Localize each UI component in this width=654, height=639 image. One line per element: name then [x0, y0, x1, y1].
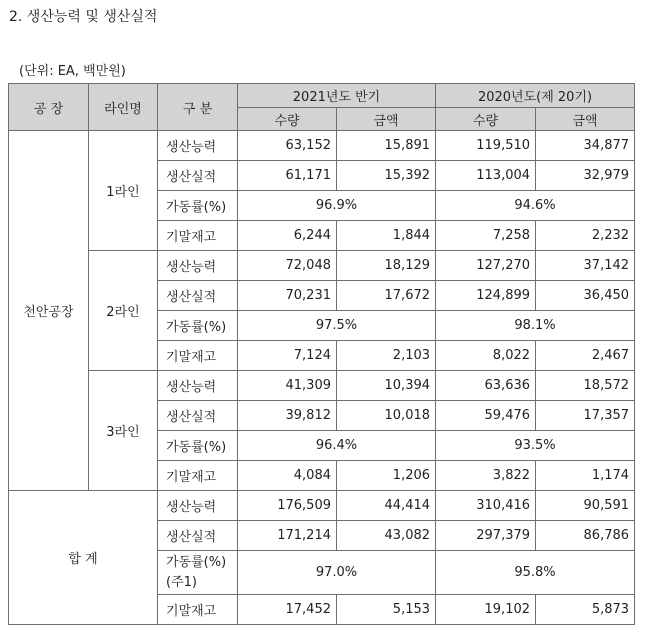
factory-name: 천안공장 — [9, 131, 89, 491]
row-label: 기말재고 — [158, 341, 238, 371]
value-cell: 10,394 — [337, 371, 436, 401]
row-label: 기말재고 — [158, 221, 238, 251]
value-cell: 17,357 — [536, 401, 635, 431]
value-cell: 7,258 — [436, 221, 536, 251]
value-cell: 19,102 — [436, 595, 536, 625]
utilization-2021: 97.0% — [238, 551, 436, 595]
row-label: 가동률(%) — [158, 311, 238, 341]
value-cell: 297,379 — [436, 521, 536, 551]
section-heading: 2. 생산능력 및 생산실적 — [9, 9, 158, 25]
value-cell: 2,467 — [536, 341, 635, 371]
utilization-2020: 98.1% — [436, 311, 635, 341]
table-row — [9, 491, 635, 521]
header-qty-2020: 수량 — [436, 108, 536, 131]
total-label: 합 계 — [9, 491, 158, 625]
line-name: 2라인 — [89, 251, 158, 371]
value-cell: 17,452 — [238, 595, 337, 625]
value-cell: 113,004 — [436, 161, 536, 191]
row-label: 생산실적 — [158, 161, 238, 191]
production-table — [8, 83, 635, 625]
value-cell: 2,232 — [536, 221, 635, 251]
value-cell: 63,152 — [238, 131, 337, 161]
value-cell: 6,244 — [238, 221, 337, 251]
header-amount-2021: 금액 — [337, 108, 436, 131]
row-label: 생산능력 — [158, 371, 238, 401]
value-cell: 2,103 — [337, 341, 436, 371]
header-qty-2021: 수량 — [238, 108, 337, 131]
value-cell: 15,392 — [337, 161, 436, 191]
row-label: 기말재고 — [158, 461, 238, 491]
row-label: 생산능력 — [158, 251, 238, 281]
header-period-2021: 2021년도 반기 — [238, 84, 436, 108]
value-cell: 1,174 — [536, 461, 635, 491]
row-label: 가동률(%) (주1) — [158, 551, 238, 595]
row-label: 가동률(%) — [158, 431, 238, 461]
row-label: 생산능력 — [158, 491, 238, 521]
utilization-2021: 96.9% — [238, 191, 436, 221]
header-amount-2020: 금액 — [536, 108, 635, 131]
header-category: 구 분 — [158, 84, 238, 131]
value-cell: 18,129 — [337, 251, 436, 281]
value-cell: 171,214 — [238, 521, 337, 551]
header-row-1 — [9, 84, 635, 108]
value-cell: 72,048 — [238, 251, 337, 281]
value-cell: 41,309 — [238, 371, 337, 401]
value-cell: 5,153 — [337, 595, 436, 625]
table-row — [9, 251, 635, 281]
value-cell: 63,636 — [436, 371, 536, 401]
utilization-2021: 97.5% — [238, 311, 436, 341]
row-label: 기말재고 — [158, 595, 238, 625]
value-cell: 70,231 — [238, 281, 337, 311]
value-cell: 59,476 — [436, 401, 536, 431]
value-cell: 15,891 — [337, 131, 436, 161]
value-cell: 44,414 — [337, 491, 436, 521]
value-cell: 5,873 — [536, 595, 635, 625]
value-cell: 32,979 — [536, 161, 635, 191]
value-cell: 7,124 — [238, 341, 337, 371]
row-label: 가동률(%) — [158, 191, 238, 221]
value-cell: 310,416 — [436, 491, 536, 521]
utilization-2020: 94.6% — [436, 191, 635, 221]
value-cell: 127,270 — [436, 251, 536, 281]
header-line: 라인명 — [89, 84, 158, 131]
unit-note: (단위: EA, 백만원) — [19, 64, 126, 79]
value-cell: 90,591 — [536, 491, 635, 521]
line-name: 3라인 — [89, 371, 158, 491]
value-cell: 39,812 — [238, 401, 337, 431]
value-cell: 10,018 — [337, 401, 436, 431]
utilization-2020: 95.8% — [436, 551, 635, 595]
value-cell: 124,899 — [436, 281, 536, 311]
value-cell: 61,171 — [238, 161, 337, 191]
value-cell: 4,084 — [238, 461, 337, 491]
value-cell: 119,510 — [436, 131, 536, 161]
line-name: 1라인 — [89, 131, 158, 251]
value-cell: 3,822 — [436, 461, 536, 491]
table-row — [9, 131, 635, 161]
value-cell: 36,450 — [536, 281, 635, 311]
value-cell: 176,509 — [238, 491, 337, 521]
utilization-2020: 93.5% — [436, 431, 635, 461]
table-row — [9, 371, 635, 401]
row-label: 생산실적 — [158, 401, 238, 431]
value-cell: 1,844 — [337, 221, 436, 251]
value-cell: 1,206 — [337, 461, 436, 491]
row-label: 생산실적 — [158, 521, 238, 551]
value-cell: 43,082 — [337, 521, 436, 551]
header-period-2020: 2020년도(제 20기) — [436, 84, 635, 108]
header-factory: 공 장 — [9, 84, 89, 131]
value-cell: 17,672 — [337, 281, 436, 311]
value-cell: 86,786 — [536, 521, 635, 551]
utilization-2021: 96.4% — [238, 431, 436, 461]
value-cell: 34,877 — [536, 131, 635, 161]
value-cell: 8,022 — [436, 341, 536, 371]
row-label: 생산실적 — [158, 281, 238, 311]
row-label: 생산능력 — [158, 131, 238, 161]
value-cell: 37,142 — [536, 251, 635, 281]
value-cell: 18,572 — [536, 371, 635, 401]
